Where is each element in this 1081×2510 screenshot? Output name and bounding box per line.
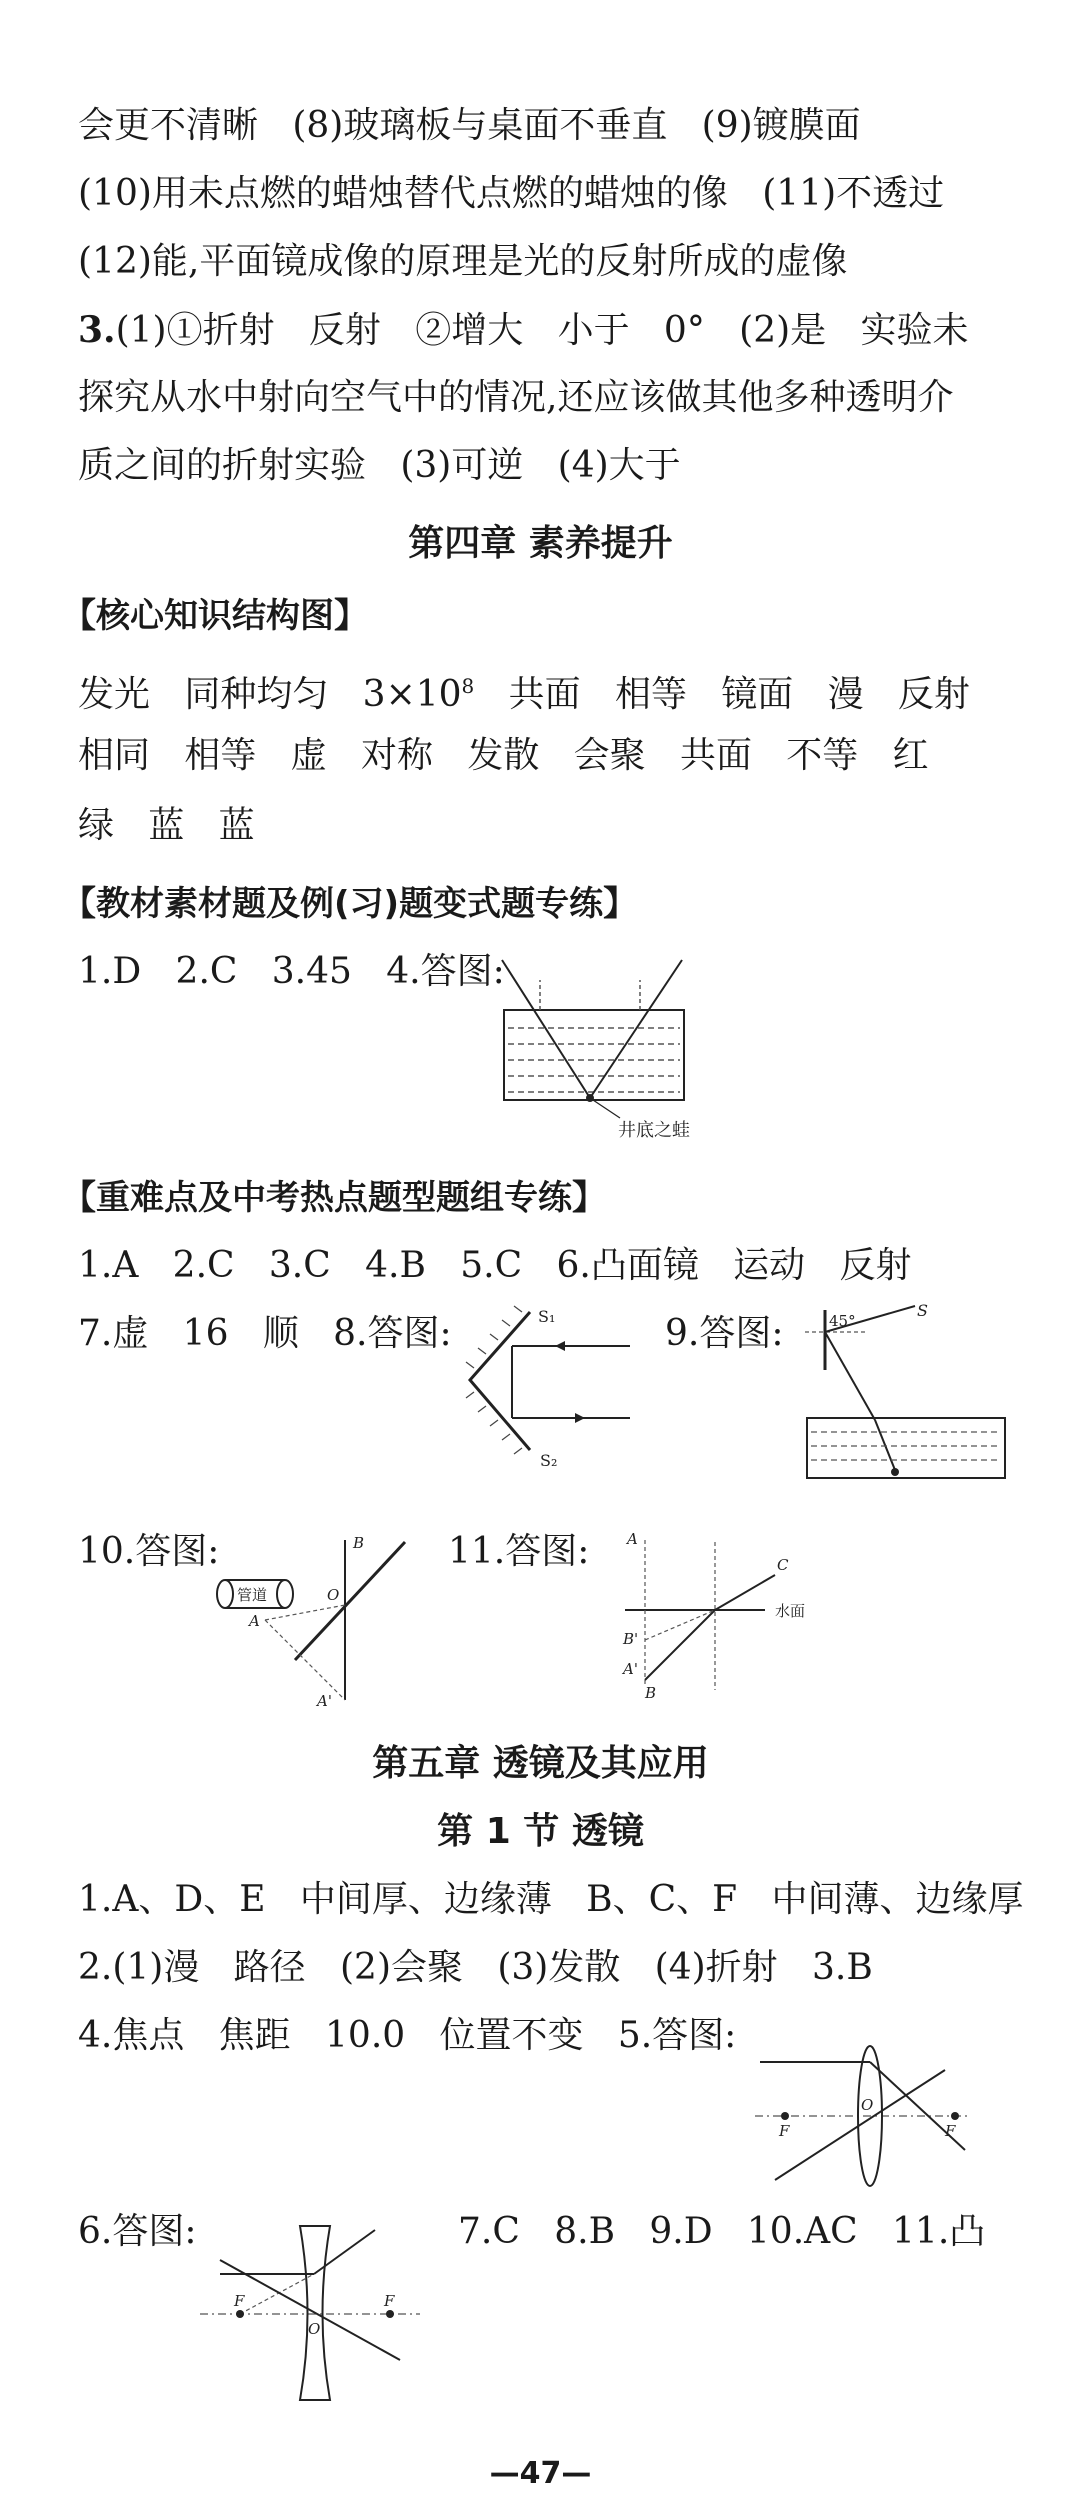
pipe-mirror-diagram [215,1530,415,1710]
label-f-left: F [779,2122,790,2140]
ray-in-water [645,1610,715,1680]
section-knowledge-map: 【核心知识结构图】 [62,596,368,636]
text-line-6: 质之间的折射实验 (3)可逆 (4)大于 [78,445,681,486]
page-number: —47— [489,2456,592,2491]
label-o: O [327,1586,340,1604]
knowledge-line-1 [78,662,970,719]
label-c: C [777,1556,789,1574]
well-frog-diagram [490,950,730,1140]
text-line-2: (10)用未点燃的蜡烛替代点燃的蜡烛的像 (11)不透过 [78,173,945,214]
q3-number: 3. [78,309,116,351]
mirror-water-diagram [805,1300,1015,1500]
knowledge-text: 发光 同种均匀 3×10 [78,674,462,715]
water-label: 水面 [775,1602,806,1620]
water-tank [807,1418,1005,1478]
label-a: A [249,1612,260,1630]
reflected-ray [825,1332,875,1420]
image-line [265,1620,345,1700]
angle-label: 45° [829,1312,856,1330]
label-b: B [645,1684,657,1702]
text-line-1: 会更不清晰 (8)玻璃板与桌面不垂直 (9)镀膜面 [78,105,861,146]
text-line-3: (12)能,平面镜成像的原理是光的反射所成的虚像 [78,241,848,282]
light-ray-right [590,960,682,1098]
label-f-right: F [945,2122,956,2140]
section-1-title: 第 1 节 透镜 [437,1811,644,1852]
water-refraction-diagram [615,1530,835,1700]
answers-textbook: 1.D 2.C 3.45 4.答图: [78,951,505,992]
label-b: B [353,1534,365,1552]
well-container [504,1010,684,1100]
exponent: 8 [461,674,475,698]
frog-label: 井底之蛙 [618,1120,690,1141]
diverged-ray [314,2230,375,2274]
q3-text: (1)①折射 反射 ②增大 小于 0° (2)是 实验未 [115,310,969,351]
ray-in-air [715,1575,775,1610]
chapter-4-title: 第四章 素养提升 [408,523,673,564]
label-b-prime: B' [623,1630,639,1648]
label-a: A [627,1530,638,1548]
label-a-prime: A' [317,1692,332,1710]
virtual-ray [645,1610,715,1640]
answers-key-points-1: 1.A 2.C 3.C 4.B 5.C 6.凸面镜 运动 反射 [78,1245,912,1286]
extension-line [240,2274,314,2314]
corner-mirror-diagram [450,1300,640,1490]
answers-key-points-2: 7.虚 16 顺 8.答图: [78,1313,452,1354]
knowledge-text-rest: 共面 相等 镜面 漫 反射 [474,674,970,715]
label-a-prime: A' [623,1660,638,1678]
answers-lens-2: 2.(1)漫 路径 (2)会聚 (3)发散 (4)折射 3.B [78,1947,873,1988]
pipe-front [277,1580,293,1608]
chapter-5-title: 第五章 透镜及其应用 [372,1743,709,1784]
label-o: O [308,2320,321,2338]
target-point [891,1468,899,1476]
arrowhead-2 [575,1413,585,1423]
label-o: O [861,2096,874,2114]
refracted-ray [875,1420,895,1470]
label-s1: S₁ [538,1307,556,1326]
label-f-left: F [234,2292,245,2310]
label-s: S [917,1301,928,1320]
answers-key-points-11: 11.答图: [448,1531,590,1572]
focal-point-right [386,2310,394,2318]
convex-lens-diagram [745,2030,975,2190]
pipe-label: 管道 [237,1586,268,1604]
mirror [295,1542,405,1660]
focal-point-right [951,2112,959,2120]
mirror-pair [470,1312,530,1450]
light-ray-left [502,960,590,1098]
focal-point-left [236,2310,244,2318]
answers-lens-4: 6.答图: [78,2211,197,2252]
water-lines [508,1028,680,1092]
answers-lens-5: 7.C 8.B 9.D 10.AC 11.凸 [458,2211,986,2252]
text-line-5: 探究从水中射向空气中的情况,还应该做其他多种透明介 [78,377,954,418]
answers-lens-3: 4.焦点 焦距 10.0 位置不变 5.答图: [78,2015,737,2056]
concave-lens-diagram [200,2210,430,2380]
arrowhead-1 [555,1341,565,1351]
focal-point-left [781,2112,789,2120]
knowledge-line-2: 相同 相等 虚 对称 发散 会聚 共面 不等 红 [78,735,929,776]
knowledge-line-3: 绿 蓝 蓝 [78,805,255,846]
text-line-4 [78,306,968,355]
section-textbook-practice: 【教材素材题及例(习)题变式题专练】 [62,884,638,924]
answers-key-points-9: 9.答图: [665,1313,784,1354]
label-f-right: F [384,2292,395,2310]
label-s2: S₂ [540,1451,558,1470]
pipe-end [217,1580,233,1608]
water-lines [811,1432,1001,1460]
answers-key-points-10: 10.答图: [78,1531,220,1572]
section-key-points: 【重难点及中考热点题型题组专练】 [62,1178,606,1218]
answers-lens-1: 1.A、D、E 中间厚、边缘薄 B、C、F 中间薄、边缘厚 [78,1879,1024,1920]
